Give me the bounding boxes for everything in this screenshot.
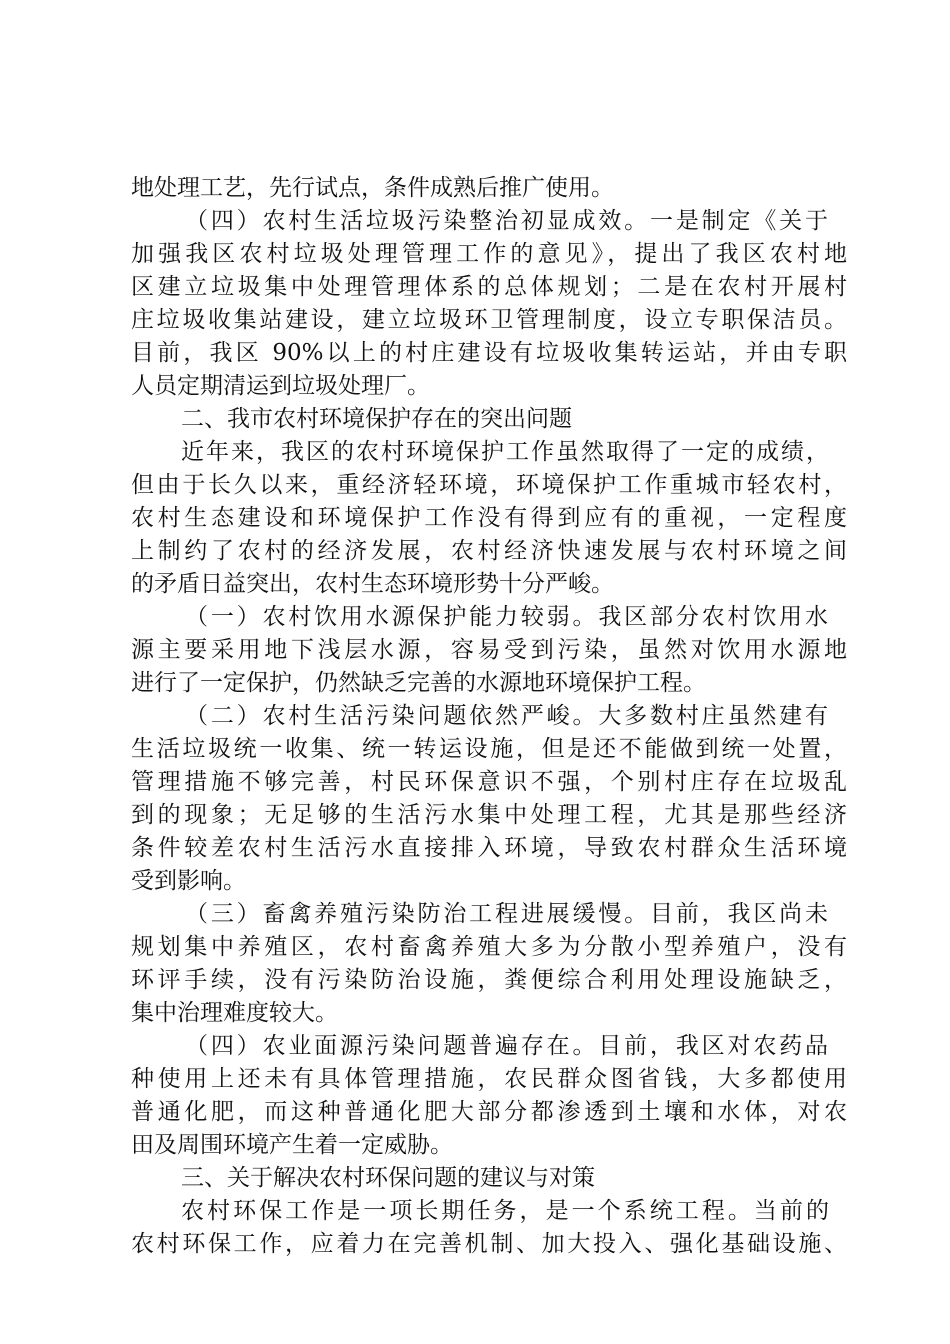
text-line: 源主要采用地下浅层水源，容易受到污染，虽然对饮用水源地 [131,637,847,663]
text-line: 但由于长久以来，重经济轻环境，环境保护工作重城市轻农村， [131,472,847,498]
text-line: 目前，我区 90%以上的村庄建设有垃圾收集转运站，并由专职 [131,340,847,366]
paragraph-heading: （四）农业面源污染问题普遍存在。目前，我区对农药品 [185,1033,828,1059]
text-line: 田及周围环境产生着一定威胁。 [131,1132,453,1158]
paragraph-first-line: 近年来，我区的农村环境保护工作虽然取得了一定的成绩， [181,439,829,465]
text-line: 进行了一定保护，仍然缺乏完善的水源地环境保护工程。 [131,670,706,696]
text-line: 规划集中养殖区，农村畜禽养殖大多为分散小型养殖户，没有 [131,934,847,960]
text-line: 庄垃圾收集站建设，建立垃圾环卫管理制度，设立专职保洁员。 [131,307,847,333]
paragraph-heading: （三）畜禽养殖污染防治工程进展缓慢。目前，我区尚未 [185,901,828,927]
text-line: 加强我区农村垃圾处理管理工作的意见》，提出了我区农村地 [131,241,847,267]
text-line: 集中治理难度较大。 [131,1000,338,1026]
text-line: 条件较差农村生活污水直接排入环境，导致农村群众生活环境 [131,835,847,861]
text-line: 普通化肥，而这种普通化肥大部分都渗透到土壤和水体，对农 [131,1099,847,1125]
paragraph-heading: （四）农村生活垃圾污染整治初显成效。一是制定《关于 [185,208,828,234]
text-line: 农村环保工作，应着力在完善机制、加大投入、强化基础设施、 [131,1231,847,1257]
paragraph-heading: （一）农村饮用水源保护能力较弱。我区部分农村饮用水 [185,604,828,630]
text-line: 受到影响。 [131,868,246,894]
text-line: 管理措施不够完善，村民环保意识不强，个别村庄存在垃圾乱 [131,769,847,795]
text-line: 到的现象；无足够的生活污水集中处理工程，尤其是那些经济 [131,802,847,828]
text-line: 的矛盾日益突出，农村生态环境形势十分严峻。 [131,571,614,597]
text-line: 上制约了农村的经济发展，农村经济快速发展与农村环境之间 [131,538,847,564]
text-line: 人员定期清运到垃圾处理厂。 [131,373,430,399]
section-heading: 二、我市农村环境保护存在的突出问题 [181,406,572,432]
paragraph-first-line: 农村环保工作是一项长期任务，是一个系统工程。当前的 [181,1198,829,1224]
paragraph-heading: （二）农村生活污染问题依然严峻。大多数村庄虽然建有 [185,703,828,729]
text-line: 种使用上还未有具体管理措施，农民群众图省钱，大多都使用 [131,1066,847,1092]
section-heading: 三、关于解决农村环保问题的建议与对策 [181,1165,595,1191]
text-line: 区建立垃圾集中处理管理体系的总体规划；二是在农村开展村 [131,274,847,300]
text-line: 农村生态建设和环境保护工作没有得到应有的重视，一定程度 [131,505,847,531]
text-line: 地处理工艺，先行试点，条件成熟后推广使用。 [131,175,614,201]
text-line: 生活垃圾统一收集、统一转运设施，但是还不能做到统一处置， [131,736,847,762]
text-line: 环评手续，没有污染防治设施，粪便综合利用处理设施缺乏， [131,967,847,993]
